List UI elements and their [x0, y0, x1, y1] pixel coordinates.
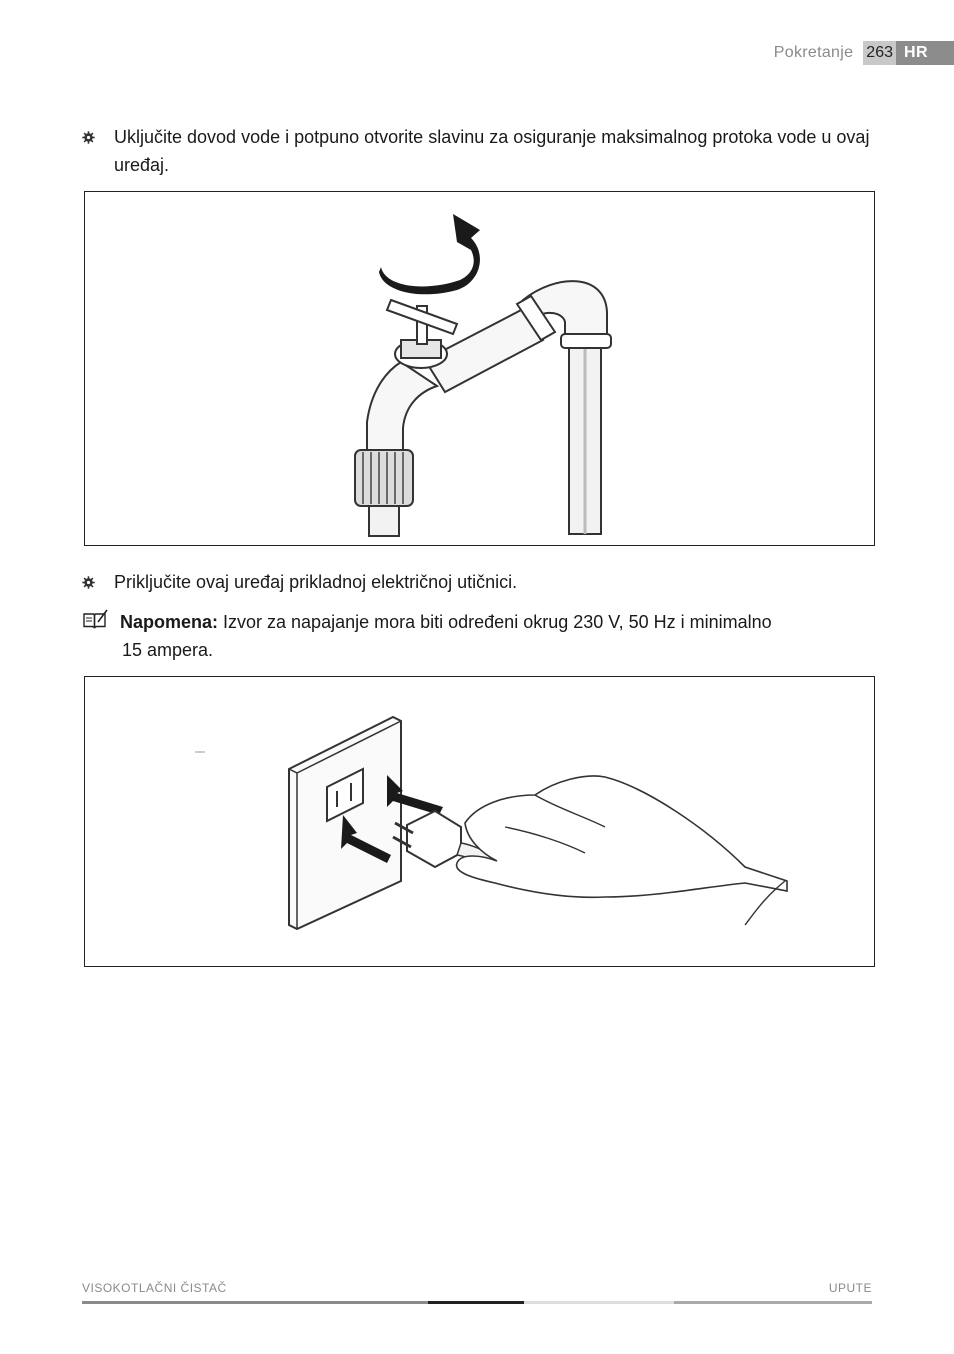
- footer-product-name: VISOKOTLAČNI ČISTAČ: [82, 1281, 227, 1295]
- step-2: [82, 568, 872, 596]
- footer-divider: [82, 1301, 872, 1304]
- note-text-line1: Izvor za napajanje mora biti određeni okrug 230 V, 50 Hz i minimalno: [218, 612, 772, 632]
- step-1-text: Uključite dovod vode i potpuno otvorite slavinu za osiguranje maksimalnog protoka vode u ovaj uređaj.: [114, 127, 870, 175]
- rotate-arrow-icon: [379, 214, 480, 294]
- book-note-icon: [82, 608, 108, 638]
- step-1: [82, 123, 872, 179]
- plug-illustration: [84, 676, 875, 967]
- step-2-text: Priključite ovaj uređaj prikladnoj električnoj utičnici.: [114, 572, 518, 592]
- gear-bullet-icon: [82, 568, 114, 596]
- note: [82, 608, 872, 664]
- footer-doc-type: UPUTE: [828, 1281, 872, 1295]
- gear-bullet-icon: [82, 123, 114, 179]
- language-tag: HR: [896, 41, 954, 65]
- section-title: Pokretanje: [773, 44, 854, 61]
- tap-illustration: [84, 191, 875, 546]
- note-text-line2: 15 ampera.: [122, 640, 214, 660]
- note-label: Napomena:: [120, 612, 219, 632]
- page-number: 263: [863, 41, 896, 65]
- page-header: [774, 41, 954, 65]
